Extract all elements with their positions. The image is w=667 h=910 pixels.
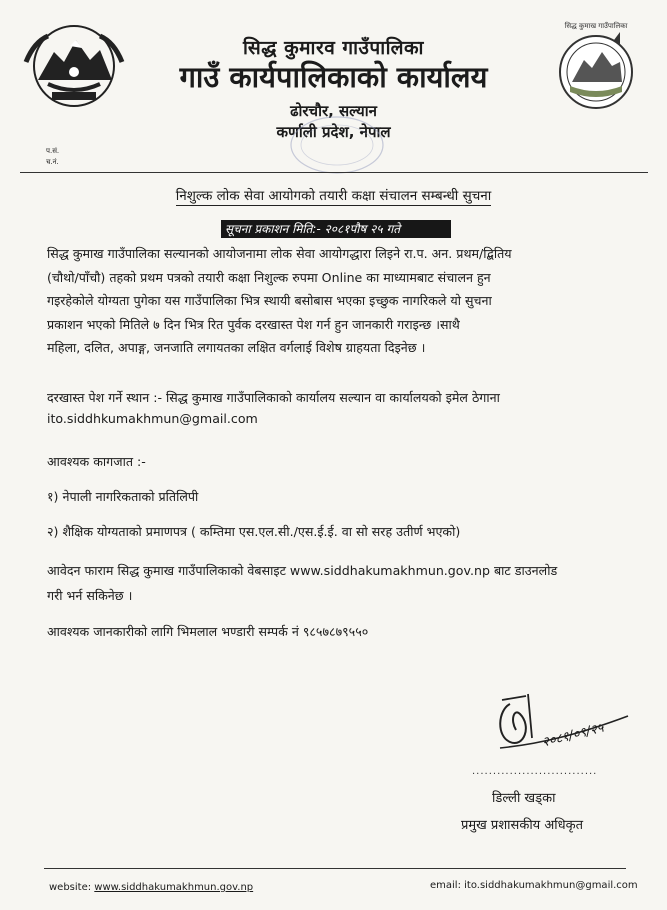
right-logo-caption: सिद्ध कुमाख गाउँपालिका xyxy=(564,22,628,30)
email-link[interactable]: ito.siddhakumakhmun@gmail.com xyxy=(464,880,638,891)
ref-no-label: प.सं. xyxy=(46,147,60,155)
footer-website xyxy=(49,882,253,893)
paragraph-line: गइरहेकोले योग्यता पुगेका यस गाउँपालिका भित्र स्थायी बसोबास भएका इच्छुक नागरिकले यो सुचना xyxy=(47,293,492,309)
paragraph-line: महिला, दलित, अपाङ्ग, जनजाति लगायतका लक्षित वर्गलाई विशेष ग्राहयता दिइनेछ । xyxy=(47,340,426,356)
paragraph-line: प्रकाशन भएको मितिले ७ दिन भित्र रित पुर्वक दरखास्त पेश गर्न हुन जानकारी गराइन्छ ।साथै xyxy=(47,316,460,332)
application-email: ito.siddhkumakhmun@gmail.com xyxy=(47,411,258,426)
office-title: गाउँ कार्यपालिकाको कार्यालय xyxy=(179,60,488,94)
municipality-name: सिद्ध कुमारव गाउँपालिका xyxy=(243,37,424,59)
email-label: email: xyxy=(430,880,461,891)
signatory-name: डिल्ली खड्का xyxy=(492,791,556,806)
dispatch-no-label: च.नं. xyxy=(46,158,59,166)
signatory-post: प्रमुख प्रशासकीय अधिकृत xyxy=(461,818,584,833)
province-line: कर्णाली प्रदेश, नेपाल xyxy=(276,123,391,141)
paragraph-line: सिद्ध कुमाख गाउँपालिका सल्यानको आयोजनामा लोक सेवा आयोगद्धारा लिइने रा.प. अन. प्रथम/द्बितिय xyxy=(47,246,512,261)
header-divider xyxy=(20,172,648,173)
notice-paragraph xyxy=(47,242,627,360)
required-document-item: २) शैक्षिक योग्यताको प्रमाणपत्र ( कम्तिमा एस.एल.सी./एस.ई.ई. वा सो सरह उतीर्ण भएको) xyxy=(47,524,461,539)
contact-info: आवश्यक जानकारीको लागि भिमलाल भण्डारी सम्पर्क नं ९८५७८७९५५० xyxy=(47,624,369,639)
office-address: ढोरचौर, सल्यान xyxy=(290,102,377,120)
required-document-item: १) नेपाली नागरिकताको प्रतिलिपी xyxy=(47,489,199,504)
notice-title xyxy=(0,186,667,204)
form-info-line: गरी भर्न सकिनेछ । xyxy=(47,588,133,603)
website-link[interactable]: www.siddhakumakhmun.gov.np xyxy=(94,882,254,893)
footer-email xyxy=(430,880,638,891)
notice-title-text: निशुल्क लोक सेवा आयोगको तयारी कक्षा संचालन सम्बन्धी सुचना xyxy=(175,188,492,204)
signature-line: .............................. xyxy=(472,766,598,777)
required-documents-heading: आवश्यक कागजात :- xyxy=(47,454,146,469)
application-place-text: दरखास्त पेश गर्ने स्थान :- सिद्ध कुमाख गाउँपालिकाको कार्यालय सल्यान वा कार्यालयको इमेल ठेगाना xyxy=(47,390,500,405)
signature-date: २०८१/०९/२५ xyxy=(540,720,606,751)
website-label: website: xyxy=(49,882,92,893)
form-info-line: आवेदन फाराम सिद्ध कुमाख गाउँपालिकाको वेबसाइट www.siddhakumakhmun.gov.np बाट डाउनलोड xyxy=(47,563,558,578)
paragraph-line: (चौथो/पाँचौ) तहको प्रथम पत्रको तयारी कक्षा निशुल्क रुपमा Online का माध्यामबाट संचालन हुन xyxy=(47,269,491,285)
faint-stamp-watermark xyxy=(282,110,392,180)
application-form-info xyxy=(47,558,637,608)
application-place xyxy=(47,387,627,429)
footer-divider xyxy=(44,868,626,869)
publish-date-banner: सूचना प्रकाशन मिति:- २०८१पौष २५ गते xyxy=(221,220,451,238)
reference-numbers xyxy=(46,146,59,168)
